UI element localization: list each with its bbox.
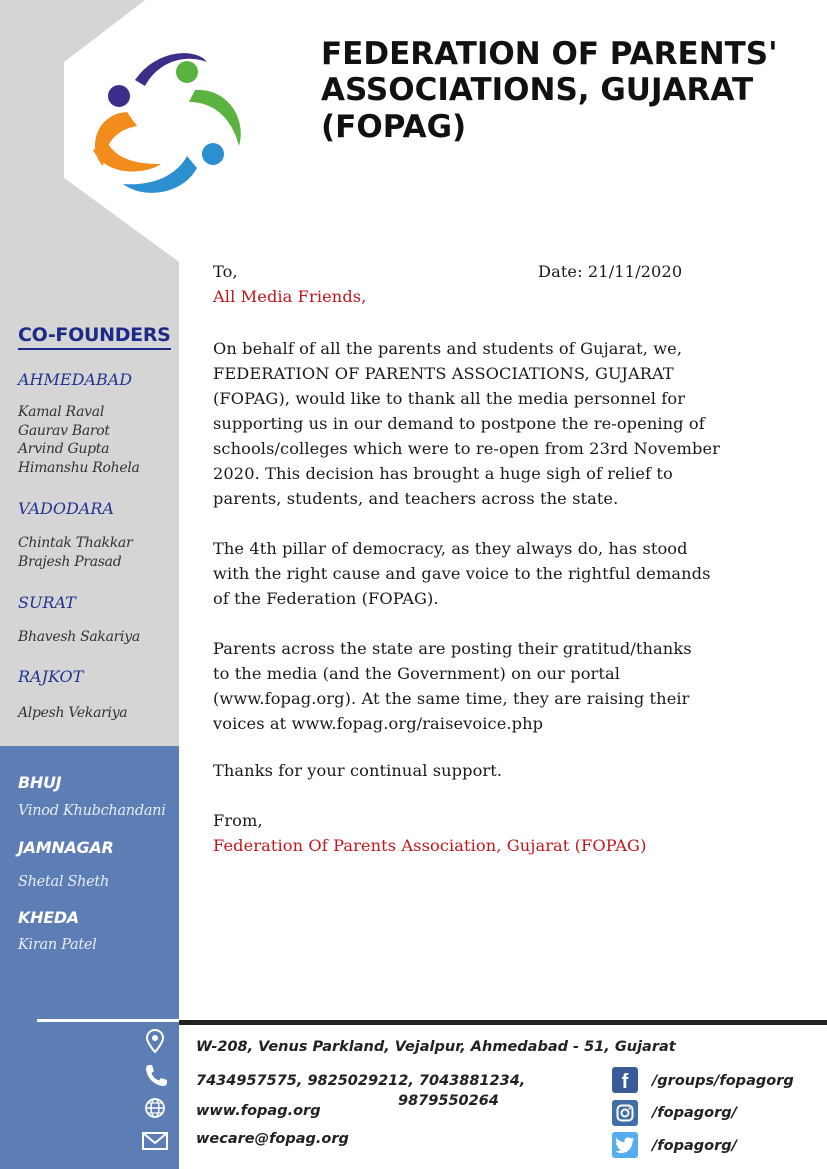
org-title-line-1: FEDERATION OF PARENTS'	[321, 36, 778, 72]
letter-paragraph-3	[213, 636, 813, 736]
footer-address: W-208, Venus Parkland, Vejalpur, Ahmedabad - 51, Gujarat	[196, 1039, 676, 1055]
instagram-icon[interactable]	[612, 1100, 638, 1126]
letter-line: 2020. This decision has brought a huge sigh of relief to	[213, 464, 673, 483]
letter-date: Date: 21/11/2020	[538, 262, 683, 281]
footer-phones-line-1: 7434957575, 9825029212, 7043881234,	[196, 1073, 526, 1089]
names-vadodara	[18, 534, 132, 571]
founder-name: Arvind Gupta	[18, 441, 110, 457]
letter-line: to the media (and the Government) on our portal	[213, 664, 621, 683]
letter-line: parents, students, and teachers across the state.	[213, 489, 619, 508]
city-surat: SURAT	[18, 593, 76, 612]
name-bhuj: Vinod Khubchandani	[18, 803, 166, 819]
letter-line: FEDERATION OF PARENTS ASSOCIATIONS, GUJARAT	[213, 364, 674, 383]
names-surat	[18, 628, 140, 647]
footer-email[interactable]: wecare@fopag.org	[196, 1131, 349, 1147]
founder-name: Brajesh Prasad	[18, 553, 122, 570]
letter-paragraph-1	[213, 336, 813, 511]
letter-line: On behalf of all the parents and students of Gujarat, we,	[213, 339, 683, 358]
footer-twitter[interactable]: /fopagorg/	[652, 1138, 737, 1154]
founder-name: Bhavesh Sakariya	[18, 629, 140, 645]
footer-website[interactable]: www.fopag.org	[196, 1103, 321, 1119]
letter-from: From,	[213, 811, 263, 830]
founder-name: Gaurav Barot	[18, 422, 110, 439]
letter-line: of the Federation (FOPAG).	[213, 589, 439, 608]
twitter-icon[interactable]	[612, 1132, 638, 1158]
names-ahmedabad	[18, 403, 140, 477]
email-icon	[140, 1128, 170, 1154]
footer-divider-white	[37, 1019, 179, 1022]
names-rajkot	[18, 704, 127, 723]
letter-line: voices at www.fopag.org/raisevoice.php	[213, 714, 544, 733]
phone-icon	[140, 1062, 170, 1088]
letter-line: (FOPAG), would like to thank all the media personnel for	[213, 389, 686, 408]
name-kheda: Kiran Patel	[18, 937, 97, 953]
founder-name: Himanshu Rohela	[18, 459, 140, 476]
city-rajkot: RAJKOT	[18, 667, 84, 686]
city-jamnagar: JAMNAGAR	[18, 838, 114, 857]
letter-line: The 4th pillar of democracy, as they always do, has stood	[213, 539, 688, 558]
facebook-glyph: f	[621, 1070, 629, 1093]
org-title-line-3: (FOPAG)	[321, 109, 467, 145]
letter-paragraph-2	[213, 536, 813, 611]
footer-facebook[interactable]: /groups/fopagorg	[652, 1073, 794, 1089]
letter-to: To,	[213, 262, 238, 281]
founder-name: Chintak Thakkar	[18, 535, 133, 551]
letter-line: Parents across the state are posting their gratitud/thanks	[213, 639, 692, 658]
letter-recipient: All Media Friends,	[213, 287, 367, 306]
name-jamnagar: Shetal Sheth	[18, 874, 109, 890]
location-pin-icon	[140, 1028, 170, 1054]
city-kheda: KHEDA	[18, 908, 79, 927]
footer-divider	[179, 1020, 827, 1025]
org-title-line-2: ASSOCIATIONS, GUJARAT	[321, 72, 754, 108]
globe-icon	[140, 1095, 170, 1121]
city-vadodara: VADODARA	[18, 499, 114, 518]
letter-line: supporting us in our demand to postpone the re-opening of	[213, 414, 705, 433]
city-ahmedabad: AHMEDABAD	[18, 370, 133, 389]
co-founders-heading: CO-FOUNDERS	[18, 324, 171, 350]
letter-line: (www.fopag.org). At the same time, they are raising their	[213, 689, 690, 708]
letter-line: with the right cause and gave voice to the rightful demands	[213, 564, 711, 583]
founder-name: Kamal Raval	[18, 404, 104, 420]
founder-name: Alpesh Vekariya	[18, 705, 128, 721]
footer-phones-line-2: 9879550264	[398, 1093, 499, 1109]
city-bhuj: BHUJ	[18, 773, 62, 792]
letter-thanks: Thanks for your continual support.	[213, 761, 503, 780]
letter-line: schools/colleges which were to re-open from 23rd November	[213, 439, 720, 458]
facebook-icon[interactable]	[612, 1067, 638, 1093]
letter-signature: Federation Of Parents Association, Gujarat (FOPAG)	[213, 836, 647, 855]
footer-instagram[interactable]: /fopagorg/	[652, 1105, 737, 1121]
